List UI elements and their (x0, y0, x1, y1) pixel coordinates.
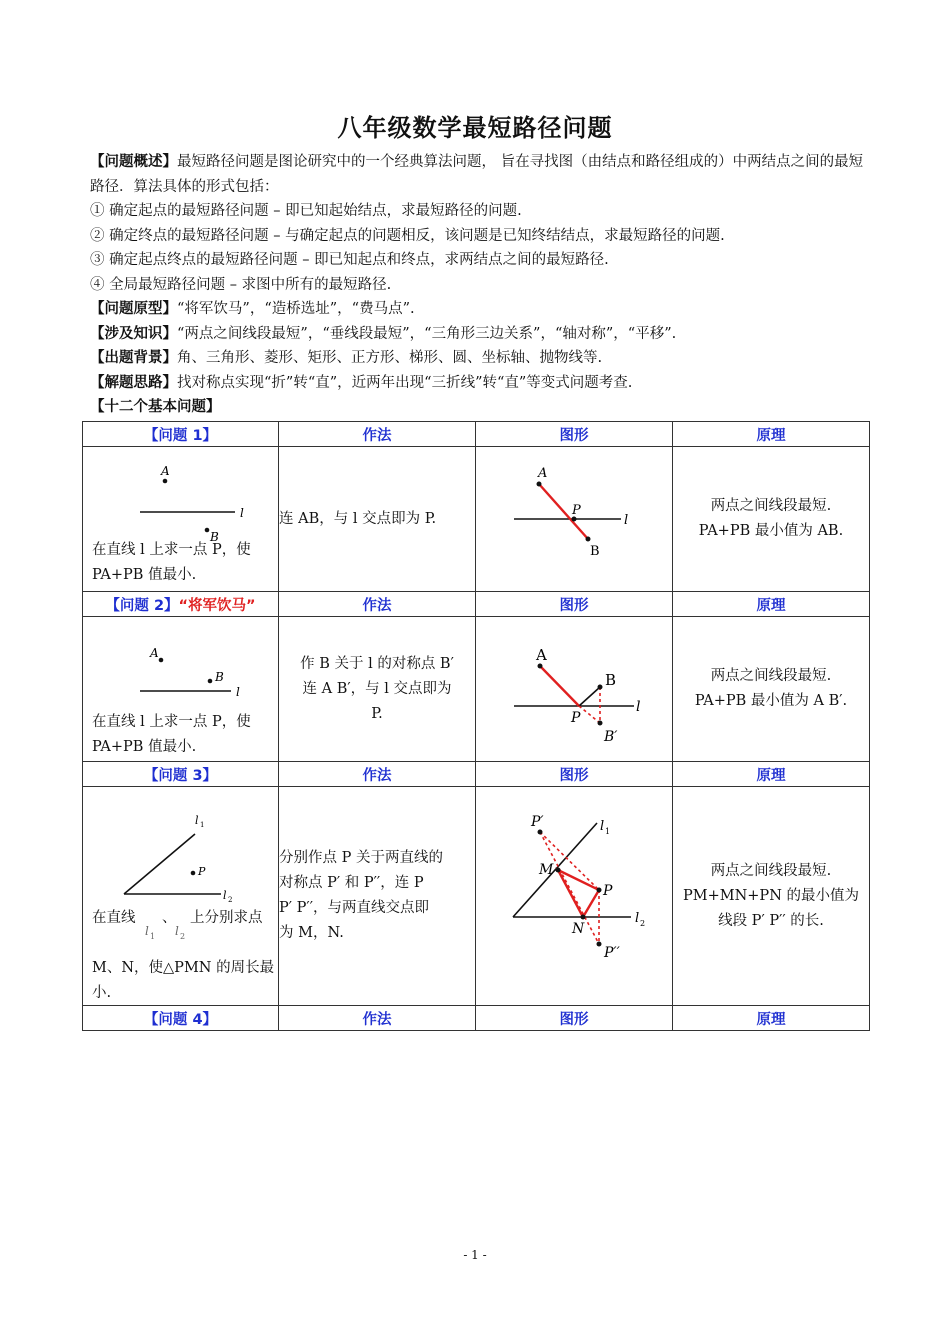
fig1-b-label: B (590, 544, 600, 559)
idea-label: 【解题思路】 (90, 374, 177, 391)
form-item-1: ① 确定起点的最短路径问题 – 即已知起始结点，求最短路径的问题. (90, 203, 522, 219)
fig2-a-label: A (536, 646, 547, 664)
fig3-n-label: N (572, 921, 585, 937)
problem-4-header-row (83, 1006, 870, 1031)
problem-3-method (279, 787, 476, 1006)
problem-3-figure (476, 787, 673, 1006)
problem-1-figure (476, 447, 673, 592)
problem-2-figure (476, 617, 673, 762)
fig3-pprime-label: P′ (531, 814, 544, 830)
fig3-l2-label: l (635, 911, 640, 926)
overview-paragraph (90, 150, 870, 199)
problem-2-principle-line1: 两点之间线段最短. (710, 668, 832, 684)
problem-3-method-line1: 分别作点 P 关于两直线的 (279, 850, 443, 866)
fig3-pdoubleprime-label: P′′ (604, 945, 620, 961)
line-l-label: l (240, 506, 244, 520)
problem-1-method: 连 AB，与 l 交点即为 P. (279, 447, 476, 592)
idea-paragraph (90, 371, 870, 396)
problem-1-label: 【问题 1】 (83, 422, 279, 447)
problem-2-desc-line2: PA+PB 值最小. (92, 739, 197, 755)
problem-1-desc-line1: 在直线 l 上求一点 P，使 (92, 542, 251, 558)
problem-3-principle-line3: 线段 P′ P′′ 的长. (718, 912, 824, 929)
overview-text: 最短路径问题是图论研究中的一个经典算法问题， 旨在寻找图（由结点和路径组成的）中两结点之间的最短路径．算法具体的形式包括： (90, 154, 864, 195)
inline-l1-subscript: 1 (150, 932, 156, 941)
line-l-label: l (236, 685, 240, 699)
problem-3-method-line3: P′ P′′，与两直线交点即 (279, 900, 429, 916)
problem-3-header-row (83, 762, 870, 787)
problem-2-method-line3: P. (371, 705, 383, 722)
problem-3-principle (673, 787, 870, 1006)
problem-2-label-cell (83, 592, 279, 617)
column-principle: 原理 (673, 1006, 870, 1031)
column-method: 作法 (279, 1006, 476, 1031)
fig1-l-label: l (624, 513, 629, 528)
problem-1-desc-line2: PA+PB 值最小. (92, 567, 197, 583)
problem-2-header-row (83, 592, 870, 617)
problem-3-row (83, 787, 870, 1006)
fig1-p-label: P (572, 503, 581, 518)
point-b-label: B (215, 670, 224, 684)
problem-1-solution-figure (476, 447, 672, 591)
background-text: 角、三角形、菱形、矩形、正方形、梯形、圆、坐标轴、抛物线等. (177, 350, 603, 366)
problem-2-solution-figure (476, 617, 672, 761)
problem-3-desc-part1: 在直线 (92, 910, 136, 926)
column-method: 作法 (279, 762, 476, 787)
knowledge-text: “两点之间线段最短”，“垂线段最短”，“三角形三边关系”，“轴对称”，“平移”. (177, 325, 677, 342)
fig1-a-label: A (538, 466, 548, 481)
problem-2-label: 【问题 2】 (105, 597, 179, 614)
form-item-3: ③ 确定起点终点的最短路径问题 – 即已知起点和终点，求两结点之间的最短路径. (90, 252, 609, 268)
problem-2-principle (673, 617, 870, 762)
page-number: - 1 - (463, 1248, 487, 1262)
problem-3-desc-part3: 上分别求点 (190, 910, 263, 926)
fig3-p-label: P (603, 883, 613, 899)
inline-l2-subscript: 2 (180, 932, 186, 941)
problem-3-desc-line3: 小. (92, 985, 112, 1001)
fig3-m-label: M (539, 862, 554, 878)
fig3-l2-subscript: 2 (640, 919, 646, 928)
problem-3-desc-part2: 、 (162, 910, 177, 926)
intro-section (90, 150, 870, 420)
background-label: 【出题背景】 (90, 350, 177, 366)
twelve-problems-heading: 【十二个基本问题】 (90, 399, 221, 415)
fig2-p-label: P (571, 710, 581, 726)
problem-2-principle-line2: PA+PB 最小值为 A B′. (694, 693, 848, 709)
problem-3-solution-figure (476, 787, 672, 1005)
fig3-l1-subscript: 1 (605, 827, 611, 836)
problem-3-method-line4: 为 M，N. (279, 925, 344, 941)
column-figure: 图形 (476, 592, 673, 617)
background-paragraph (90, 346, 870, 371)
column-principle: 原理 (673, 762, 870, 787)
problem-3-principle-line1: 两点之间线段最短. (710, 862, 832, 879)
problem-2-method-line1: 作 B 关于 l 的对称点 B′ (300, 655, 454, 672)
problem-2-row (83, 617, 870, 762)
prototype-label: 【问题原型】 (90, 301, 177, 317)
knowledge-paragraph (90, 322, 870, 347)
problem-2-method-line2: 连 A B′，与 l 交点即为 (302, 680, 452, 697)
line-l1-label: l (195, 814, 199, 827)
problem-1-header-row (83, 422, 870, 447)
form-item-4: ④ 全局最短路径问题 – 求图中所有的最短路径. (90, 276, 392, 293)
problem-3-label: 【问题 3】 (83, 762, 279, 787)
fig2-bprime-label: B′ (604, 729, 618, 745)
problem-1-principle-line1: 两点之间线段最短. (710, 498, 832, 514)
column-figure: 图形 (476, 762, 673, 787)
prototype-text: “将军饮马”，“造桥选址”，“费马点”. (177, 301, 415, 317)
problem-3-principle-line2: PM+MN+PN 的最小值为 (683, 887, 859, 904)
point-b-label: B (210, 530, 219, 544)
line-l1-subscript: 1 (200, 821, 205, 829)
problem-2-statement (83, 617, 279, 762)
prototype-paragraph (90, 297, 870, 322)
line-l2-label: l (223, 889, 227, 902)
problem-1-statement (83, 447, 279, 592)
inline-l1-label: l (145, 924, 149, 938)
line-l2-subscript: 2 (228, 896, 233, 904)
overview-label: 【问题概述】 (90, 154, 177, 170)
inline-l2-label: l (175, 924, 179, 938)
column-method: 作法 (279, 592, 476, 617)
knowledge-label: 【涉及知识】 (90, 325, 177, 342)
point-a-label: A (150, 646, 159, 660)
problem-2-method (279, 617, 476, 762)
column-principle: 原理 (673, 422, 870, 447)
column-figure: 图形 (476, 422, 673, 447)
fig2-b-label: B (605, 671, 617, 689)
form-item-2: ② 确定终点的最短路径问题 – 与确定起点的问题相反，该问题是已知终结结点，求最短路径的问题. (90, 227, 725, 244)
problem-3-desc-line2: M、N，使△PMN 的周长最 (92, 960, 275, 976)
problem-1-principle-line2: PA+PB 最小值为 AB. (698, 523, 844, 539)
problem-4-label: 【问题 4】 (83, 1006, 279, 1031)
page-title: 八年级数学最短路径问题 (337, 114, 613, 142)
idea-text: 找对称点实现“折”转“直”，近两年出现“三折线”转“直”等变式问题考查. (177, 374, 633, 391)
point-a-label: A (161, 464, 170, 478)
problem-2-label-extra: “将军饮马” (178, 597, 256, 614)
problems-table (82, 421, 870, 1031)
problem-1-row (83, 447, 870, 592)
point-p-label: P (198, 865, 206, 878)
problem-3-statement (83, 787, 279, 1006)
column-figure: 图形 (476, 1006, 673, 1031)
problem-3-method-line2: 对称点 P′ 和 P′′，连 P (279, 875, 424, 891)
problem-1-principle (673, 447, 870, 592)
problem-2-desc-line1: 在直线 l 上求一点 P，使 (92, 714, 251, 730)
column-principle: 原理 (673, 592, 870, 617)
fig3-l1-label: l (600, 819, 605, 834)
column-method: 作法 (279, 422, 476, 447)
fig2-l-label: l (636, 699, 641, 715)
